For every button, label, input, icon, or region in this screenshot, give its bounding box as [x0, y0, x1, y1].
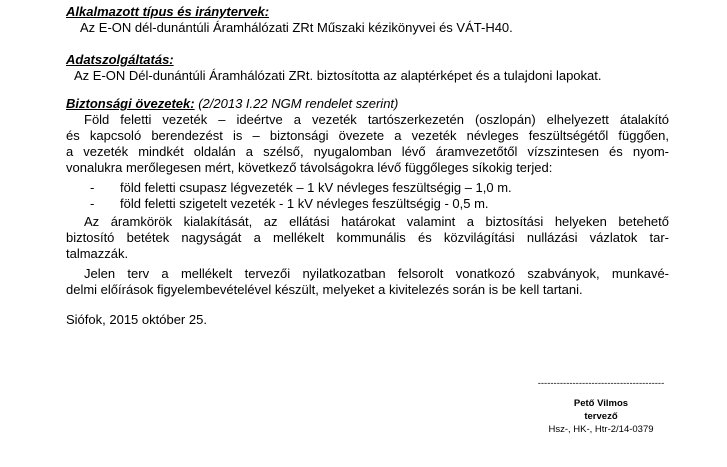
- signature-line: ----------------------------------------: [537, 378, 665, 389]
- signer-license: Hsz-, HK-, Htr-2/14-0379: [548, 424, 654, 435]
- section-heading-data-provision: Adatszolgáltatás:: [66, 52, 174, 67]
- section-heading-types: Alkalmazott típus és iránytervek:: [66, 4, 270, 19]
- paragraph-line: biztosító betétek nagyságát a mellékelt kommunális és közvilágítási nullázási vázlatok tar-: [66, 230, 669, 245]
- paragraph-line: Föld feletti vezeték – ideértve a vezeték tartószerkezetén (oszlopán) elhelyezett átalakító: [84, 112, 669, 127]
- bullet-dash: -: [90, 196, 95, 211]
- paragraph-line: delmi előírások figyelembevételével készült, melyeket a kivitelezés során is be kell tartani.: [66, 282, 583, 297]
- section-heading-safety: Biztonsági övezetek:: [66, 96, 195, 111]
- bullet-text: föld feletti szigetelt vezeték - 1 kV névleges feszültségig - 0,5 m.: [120, 196, 489, 211]
- bullet-dash: -: [90, 180, 95, 195]
- section-heading-row-safety: [66, 96, 398, 111]
- section-heading-note: (2/2013 I.22 NGM rendelet szerint): [198, 96, 399, 111]
- signer-role: tervező: [584, 411, 618, 422]
- paragraph-line: és kapcsoló berendezést is – biztonsági övezete a vezeték névleges feszültségétől függően,: [66, 128, 669, 143]
- paragraph-line: Jelen terv a mellékelt tervezői nyilatkozatban felsorolt vonatkozó szabványok, munkavé-: [84, 266, 669, 281]
- paragraph-line: vonalukra merőlegesen mért, következő távolságokra lévő függőleges síkokig terjed:: [66, 160, 553, 175]
- section-text-data-provision: Az E-ON Dél-dunántúli Áramhálózati ZRt. biztosította az alaptérképet és a tulajdoni lapokat.: [74, 68, 602, 83]
- paragraph-line: a vezeték mindkét oldalán a szélső, nyugalomban lévő áramvezetőtől vízszintesen és nyom-: [66, 144, 669, 159]
- signer-name: Pető Vilmos: [573, 398, 629, 409]
- paragraph-line: Az áramkörök kialakítását, az ellátási határokat valamint a biztosítási helyeken betehető: [84, 214, 669, 229]
- paragraph-line: talmazzák.: [66, 246, 129, 261]
- date-line: Siófok, 2015 október 25.: [66, 312, 207, 327]
- bullet-text: föld feletti csupasz légvezeték – 1 kV névleges feszültségig – 1,0 m.: [120, 180, 512, 195]
- section-text-types: Az E-ON dél-dunántúli Áramhálózati ZRt Műszaki kézikönyvei és VÁT-H40.: [80, 20, 513, 35]
